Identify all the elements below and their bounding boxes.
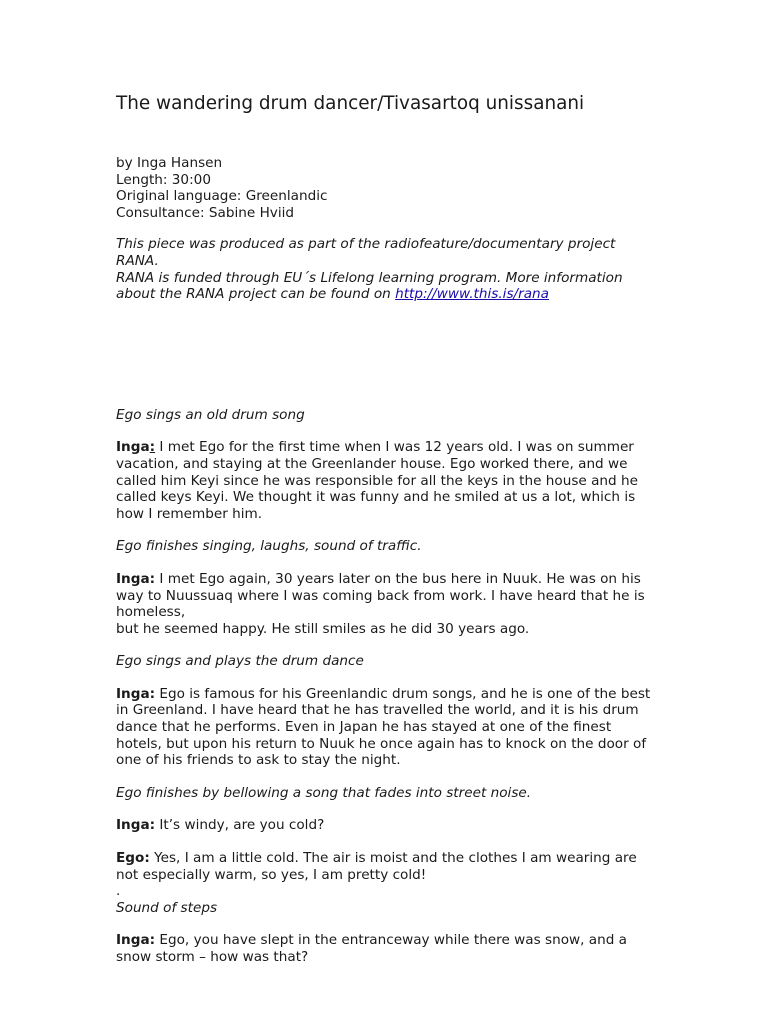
stage-direction: Ego sings and plays the drum dance <box>116 653 364 670</box>
speaker-label: Inga <box>116 439 150 456</box>
dialogue-text: Yes, I am a little cold. The air is moist and the clothes I am wearing are not especially warm, so yes, I am pretty cold! <box>116 850 637 883</box>
intro-block <box>116 236 656 302</box>
language-line: Original language: Greenlandic <box>116 188 328 205</box>
speaker-label: Inga: <box>116 685 156 702</box>
dialogue-text-continued: but he seemed happy. He still smiles as he did 30 years ago. <box>116 620 530 637</box>
dialogue-line <box>116 932 656 965</box>
intro-line-2-text: RANA is funded through EU´s Lifelong learning program. More information about the RANA project can be found on <box>116 269 623 303</box>
dialogue-line <box>116 571 656 637</box>
dialogue-text: It’s windy, are you cold? <box>155 817 325 834</box>
author-line: by Inga Hansen <box>116 155 223 171</box>
speaker-colon: : <box>149 439 156 456</box>
speaker-label: Inga: <box>116 932 156 949</box>
dialogue-text: Ego, you have slept in the entranceway while there was snow, and a snow storm – how was that? <box>116 932 627 965</box>
dialogue-text: I met Ego for the first time when I was 12 years old. I was on summer vacation, and staying at the Greenlander house. Ego worked there, and we called him Keyi since he was responsible for all the keys in the house and he called keys Keyi. We thought it was funny and he smiled at us a lot, which is how I remember him. <box>116 439 638 522</box>
stage-direction: Sound of steps <box>116 899 218 916</box>
dialogue-line <box>116 817 656 834</box>
dialogue-line <box>116 439 656 522</box>
length-line: Length: 30:00 <box>116 171 211 188</box>
dialogue-line <box>116 850 656 883</box>
dialogue-text: Ego is famous for his Greenlandic drum songs, and he is one of the best in Greenland. I have heard that he has travelled the world, and it is his drum dance that he performs. Even in Japan he has stayed at one of the finest hotels, but upon his return to Nuuk he once again has to knock on the door of one of his friends to ask to stay the night. <box>116 685 651 769</box>
stage-direction: Ego sings an old drum song <box>116 406 305 423</box>
intro-line-2 <box>116 270 656 303</box>
intro-line-1: This piece was produced as part of the radiofeature/documentary project RANA. <box>116 236 616 269</box>
dialogue-line <box>116 686 656 769</box>
rana-link[interactable] <box>395 286 549 302</box>
stage-direction: Ego finishes by bellowing a song that fades into street noise. <box>116 784 532 801</box>
document-title: The wandering drum dancer/Tivasartoq unissanani <box>116 93 585 114</box>
rana-link-text[interactable]: http://www.this.is/rana <box>395 286 549 303</box>
document-page <box>116 92 656 982</box>
speaker-label: Inga: <box>116 570 156 587</box>
speaker-label: Inga: <box>116 817 156 834</box>
stray-dot: . <box>116 883 121 900</box>
speaker-label: Ego: <box>116 850 150 867</box>
consultance-line: Consultance: Sabine Hviid <box>116 204 295 221</box>
stage-direction: Ego finishes singing, laughs, sound of traffic. <box>116 538 422 555</box>
dialogue-text: I met Ego again, 30 years later on the bus here in Nuuk. He was on his way to Nuussuaq where I was coming back from work. I have heard that he is homeless, <box>116 570 645 621</box>
meta-block <box>116 155 656 221</box>
